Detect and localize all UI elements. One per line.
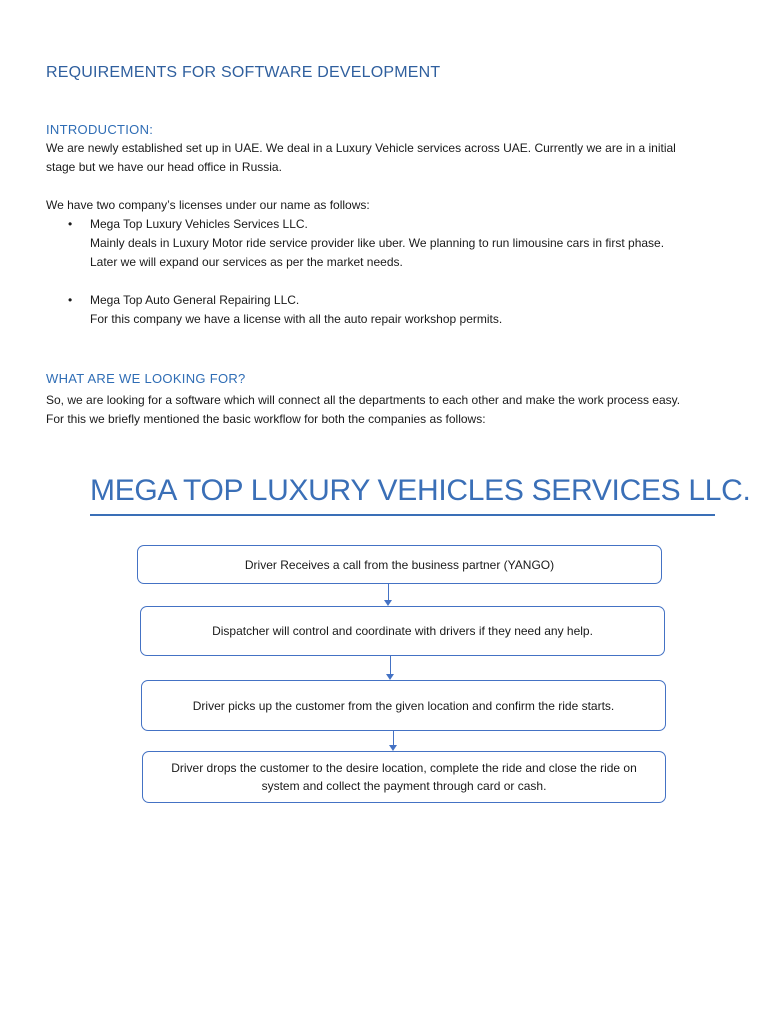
- license-item: [46, 215, 736, 272]
- introduction-paragraph: [46, 139, 736, 177]
- workflow-step-2: [140, 606, 665, 656]
- workflow-title: MEGA TOP LUXURY VEHICLES SERVICES LLC.: [90, 474, 751, 507]
- workflow-arrow-1: [384, 584, 394, 606]
- license-description-line: For this company we have a license with all the auto repair workshop permits.: [90, 312, 503, 326]
- workflow-step-4: [142, 751, 666, 803]
- workflow-arrow-2: [386, 656, 396, 680]
- workflow-step-text: Driver Receives a call from the business partner (YANGO): [244, 557, 555, 572]
- looking-for-line: So, we are looking for a software which will connect all the departments to each other and make the work process easy.: [46, 393, 681, 407]
- workflow-step-1: [137, 545, 662, 584]
- license-item: [46, 291, 736, 329]
- workflow-step-3: [141, 680, 666, 731]
- looking-for-paragraph: [46, 391, 736, 429]
- looking-for-heading: WHAT ARE WE LOOKING FOR?: [46, 371, 246, 386]
- introduction-line: We are newly established set up in UAE. We deal in a Luxury Vehicle services across UAE. Currently we are in a initial: [46, 141, 676, 155]
- looking-for-line: For this we briefly mentioned the basic workflow for both the companies as follows:: [46, 412, 486, 426]
- licenses-list: [46, 215, 736, 272]
- workflow-arrow-3: [389, 731, 399, 751]
- workflow-step-text: Dispatcher will control and coordinate with drivers if they need any help.: [212, 624, 593, 638]
- workflow-step-text-line: Driver drops the customer to the desire location, complete the ride and close the ride on: [171, 761, 637, 775]
- introduction-line: stage but we have our head office in Russia.: [46, 160, 282, 174]
- workflow-step-text: Driver picks up the customer from the given location and confirm the ride starts.: [192, 698, 615, 713]
- document-title: REQUIREMENTS FOR SOFTWARE DEVELOPMENT: [46, 64, 441, 81]
- workflow-title-underline: [90, 514, 715, 516]
- licenses-list-continued: [46, 291, 736, 329]
- introduction-heading: INTRODUCTION:: [46, 122, 154, 137]
- bullet-icon: •: [68, 217, 73, 231]
- licenses-intro: We have two company’s licenses under our name as follows:: [46, 198, 370, 212]
- license-description-line: Later we will expand our services as per the market needs.: [90, 255, 403, 269]
- license-name: Mega Top Luxury Vehicles Services LLC.: [90, 217, 308, 231]
- workflow-step-text-line: system and collect the payment through card or cash.: [261, 779, 547, 793]
- license-name: Mega Top Auto General Repairing LLC.: [90, 293, 300, 307]
- bullet-icon: •: [68, 293, 73, 307]
- license-description-line: Mainly deals in Luxury Motor ride service provider like uber. We planning to run limousine cars in first phase.: [90, 236, 665, 250]
